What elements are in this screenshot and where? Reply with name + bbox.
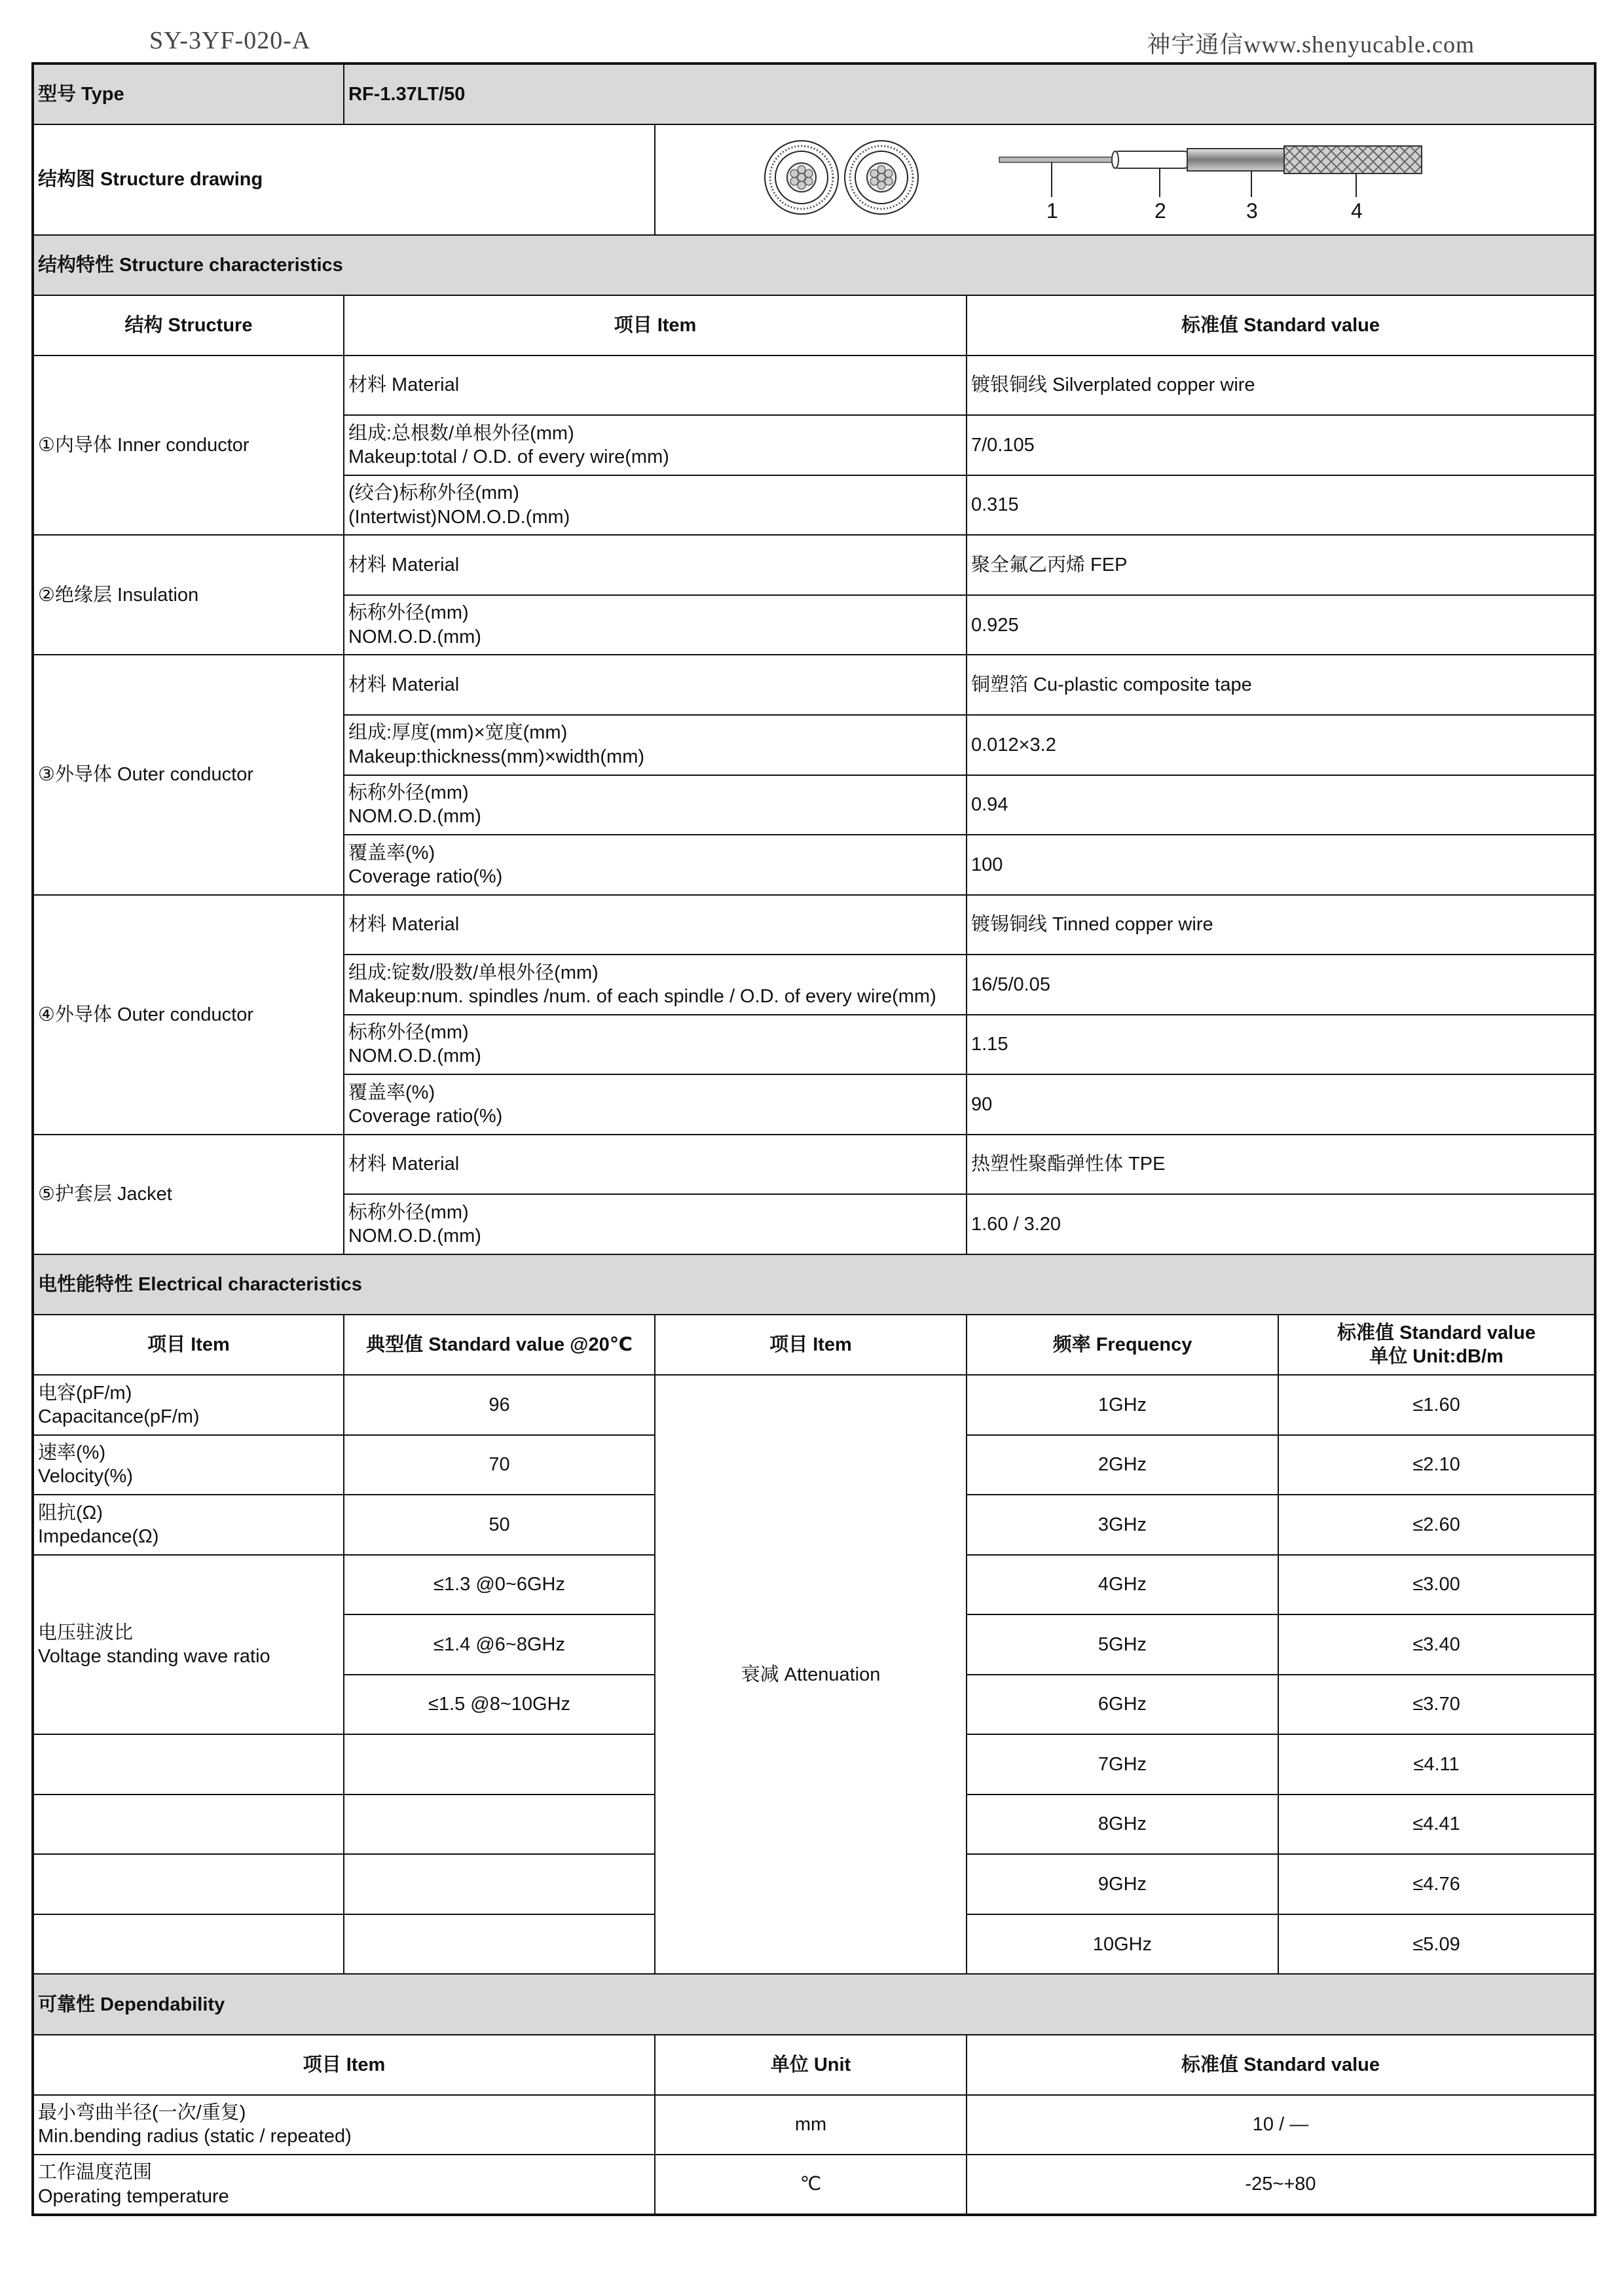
capacitance-label: 电容(pF/m) Capacitance(pF/m)	[33, 1375, 344, 1435]
outer4-makeup-item: 组成:锭数/股数/单根外径(mm) Makeup:num. spindles /num. of each spindle / O.D. of every wire(mm)	[344, 955, 967, 1015]
vswr-value: ≤1.5 @8~10GHz	[344, 1675, 655, 1735]
inner-od-value: 0.315	[967, 475, 1595, 536]
vswr-value: ≤1.3 @0~6GHz	[344, 1555, 655, 1615]
attenuation-value: ≤1.60	[1278, 1375, 1595, 1435]
empty-cell	[344, 1734, 655, 1795]
outer4-material-value: 镀锡铜线 Tinned copper wire	[967, 895, 1595, 955]
outer3-material-item: 材料 Material	[344, 655, 967, 715]
attenuation-freq: 2GHz	[967, 1435, 1278, 1495]
type-label: 型号 Type	[33, 64, 344, 124]
type-value: RF-1.37LT/50	[344, 64, 1595, 124]
insulation-od-value: 0.925	[967, 595, 1595, 655]
attenuation-value: ≤3.00	[1278, 1555, 1595, 1615]
attenuation-freq: 1GHz	[967, 1375, 1278, 1435]
attenuation-freq: 4GHz	[967, 1555, 1278, 1615]
attenuation-freq: 3GHz	[967, 1495, 1278, 1555]
callout-3: 3	[1246, 199, 1258, 223]
outer3-coverage-value: 100	[967, 835, 1595, 895]
empty-cell	[344, 1854, 655, 1914]
empty-cell	[344, 1795, 655, 1855]
callout-4: 4	[1351, 199, 1363, 223]
outer4-coverage-item: 覆盖率(%) Coverage ratio(%)	[344, 1074, 967, 1135]
jacket-od-item: 标称外径(mm) NOM.O.D.(mm)	[344, 1194, 967, 1254]
operating-temperature-label: 工作温度范围 Operating temperature	[33, 2155, 655, 2215]
structure-drawing-cell	[655, 124, 1595, 235]
electrical-header-typical: 典型值 Standard value @20℃	[344, 1315, 655, 1375]
attenuation-freq: 8GHz	[967, 1795, 1278, 1855]
operating-temperature-value: -25~+80	[967, 2155, 1595, 2215]
inner-conductor-name: ①内导体 Inner conductor	[33, 355, 344, 536]
electrical-header-item: 项目 Item	[33, 1315, 344, 1375]
page-header	[0, 0, 1624, 62]
outer3-material-value: 铜塑箔 Cu-plastic composite tape	[967, 655, 1595, 715]
velocity-value: 70	[344, 1435, 655, 1495]
dependability-header-unit: 单位 Unit	[655, 2035, 967, 2095]
section-electrical-title: 电性能特性 Electrical characteristics	[33, 1254, 1595, 1315]
cable-cross-section-left	[765, 141, 838, 214]
structure-header-item: 项目 Item	[344, 295, 967, 355]
outer4-coverage-value: 90	[967, 1074, 1595, 1135]
attenuation-freq: 6GHz	[967, 1675, 1278, 1735]
insulation-od-item: 标称外径(mm) NOM.O.D.(mm)	[344, 595, 967, 655]
jacket-name: ⑤护套层 Jacket	[33, 1135, 344, 1254]
bending-radius-value: 10 / —	[967, 2095, 1595, 2155]
outer4-makeup-value: 16/5/0.05	[967, 955, 1595, 1015]
outer3-coverage-item: 覆盖率(%) Coverage ratio(%)	[344, 835, 967, 895]
attenuation-value: ≤3.40	[1278, 1614, 1595, 1675]
insulation-material-value: 聚全氟乙丙烯 FEP	[967, 535, 1595, 595]
bending-radius-label: 最小弯曲半径(一次/重复) Min.bending radius (static / repeated)	[33, 2095, 655, 2155]
empty-cell	[33, 1734, 344, 1795]
jacket-material-item: 材料 Material	[344, 1135, 967, 1195]
attenuation-freq: 7GHz	[967, 1734, 1278, 1795]
attenuation-value: ≤4.76	[1278, 1854, 1595, 1914]
cable-side-view	[999, 146, 1422, 197]
inner-od-item: (绞合)标称外径(mm) (Intertwist)NOM.O.D.(mm)	[344, 475, 967, 536]
velocity-label: 速率(%) Velocity(%)	[33, 1435, 344, 1495]
inner-makeup-value: 7/0.105	[967, 415, 1595, 475]
vswr-label: 电压驻波比 Voltage standing wave ratio	[33, 1555, 344, 1735]
outer3-od-item: 标称外径(mm) NOM.O.D.(mm)	[344, 775, 967, 835]
callout-1: 1	[1046, 199, 1058, 223]
outer3-makeup-item: 组成:厚度(mm)×宽度(mm) Makeup:thickness(mm)×width(mm)	[344, 715, 967, 775]
empty-cell	[33, 1914, 344, 1975]
outer3-makeup-value: 0.012×3.2	[967, 715, 1595, 775]
electrical-header-frequency: 频率 Frequency	[967, 1315, 1278, 1375]
bending-radius-unit: mm	[655, 2095, 967, 2155]
jacket-od-value: 1.60 / 3.20	[967, 1194, 1595, 1254]
insulation-material-item: 材料 Material	[344, 535, 967, 595]
electrical-header-item2: 项目 Item	[655, 1315, 967, 1375]
structure-header-structure: 结构 Structure	[33, 295, 344, 355]
attenuation-freq: 9GHz	[967, 1854, 1278, 1914]
attenuation-value: ≤2.10	[1278, 1435, 1595, 1495]
callout-2: 2	[1154, 199, 1166, 223]
dependability-header-item: 项目 Item	[33, 2035, 655, 2095]
attenuation-value: ≤3.70	[1278, 1675, 1595, 1735]
brand-website: 神宇通信www.shenyucable.com	[1147, 31, 1475, 58]
attenuation-freq: 10GHz	[967, 1914, 1278, 1975]
document-code: SY-3YF-020-A	[149, 27, 311, 54]
attenuation-value: ≤4.41	[1278, 1795, 1595, 1855]
cable-drawing	[655, 125, 1592, 234]
section-structure-title: 结构特性 Structure characteristics	[33, 235, 1595, 296]
outer4-od-item: 标称外径(mm) NOM.O.D.(mm)	[344, 1015, 967, 1075]
impedance-label: 阻抗(Ω) Impedance(Ω)	[33, 1495, 344, 1555]
cable-cross-section-right	[845, 141, 918, 214]
attenuation-value: ≤4.11	[1278, 1734, 1595, 1795]
structure-header-value: 标准值 Standard value	[967, 295, 1595, 355]
operating-temperature-unit: ℃	[655, 2155, 967, 2215]
outer4-od-value: 1.15	[967, 1015, 1595, 1075]
attenuation-label: 衰减 Attenuation	[655, 1375, 967, 1974]
empty-cell	[33, 1854, 344, 1914]
jacket-material-value: 热塑性聚酯弹性体 TPE	[967, 1135, 1595, 1195]
structure-drawing-label: 结构图 Structure drawing	[33, 124, 655, 235]
attenuation-freq: 5GHz	[967, 1614, 1278, 1675]
outer-conductor-3-name: ③外导体 Outer conductor	[33, 655, 344, 894]
dependability-header-value: 标准值 Standard value	[967, 2035, 1595, 2095]
spec-sheet-table	[31, 62, 1596, 2216]
attenuation-value: ≤5.09	[1278, 1914, 1595, 1975]
electrical-header-standard: 标准值 Standard value 单位 Unit:dB/m	[1278, 1315, 1595, 1375]
inner-makeup-item: 组成:总根数/单根外径(mm) Makeup:total / O.D. of every wire(mm)	[344, 415, 967, 475]
attenuation-value: ≤2.60	[1278, 1495, 1595, 1555]
outer4-material-item: 材料 Material	[344, 895, 967, 955]
inner-material-item: 材料 Material	[344, 355, 967, 416]
insulation-name: ②绝缘层 Insulation	[33, 535, 344, 655]
inner-material-value: 镀银铜线 Silverplated copper wire	[967, 355, 1595, 416]
outer3-od-value: 0.94	[967, 775, 1595, 835]
empty-cell	[33, 1795, 344, 1855]
outer-conductor-4-name: ④外导体 Outer conductor	[33, 895, 344, 1135]
section-dependability-title: 可靠性 Dependability	[33, 1974, 1595, 2035]
impedance-value: 50	[344, 1495, 655, 1555]
capacitance-value: 96	[344, 1375, 655, 1435]
vswr-value: ≤1.4 @6~8GHz	[344, 1614, 655, 1675]
empty-cell	[344, 1914, 655, 1975]
